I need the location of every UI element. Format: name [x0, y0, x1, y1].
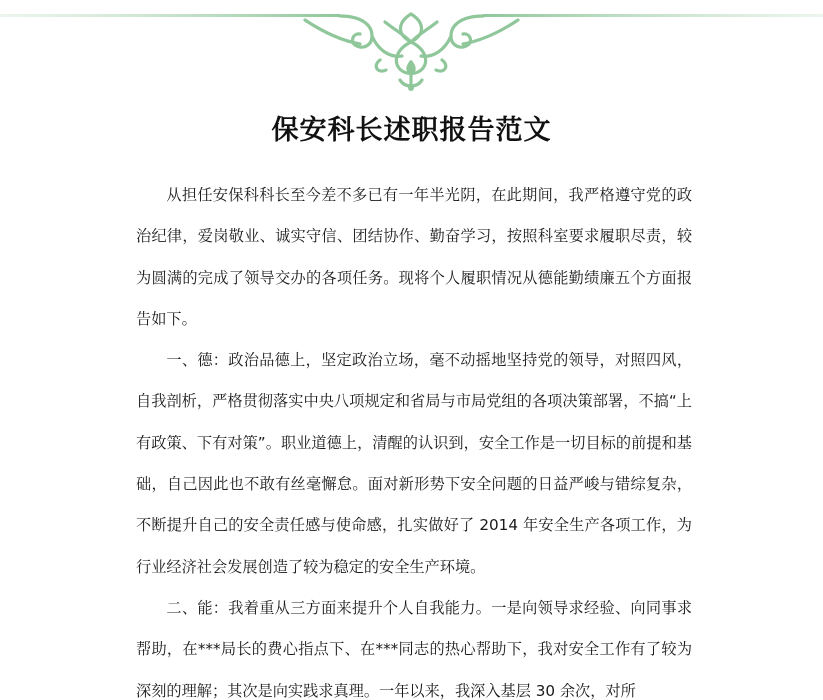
paragraph-intro: 从担任安保科科长至今差不多已有一年半光阴，在此期间，我严格遵守党的政治纪律，爱岗敬业、诚实守信、团结协作、勤奋学习，按照科室要求履职尽责，较为圆满的完成了领导交办的各项任务。现将个人履职情况从德能勤绩廉五个方面报告如下。	[136, 186, 692, 328]
document-body	[136, 175, 692, 700]
header-ornament-icon	[0, 0, 823, 95]
paragraph-neng: 二、能：我着重从三方面来提升个人自我能力。一是向领导求经验、向同事求帮助，在***局长的费心指点下、在***同志的热心帮助下，我对安全工作有了较为深刻的理解；其次是向实践求真理。一年以来，我深入基层 30 余次，对所	[136, 598, 692, 700]
document-title: 保安科长述职报告范文	[271, 115, 552, 146]
paragraph-de: 一、德：政治品德上，坚定政治立场，毫不动摇地坚持党的领导，对照四风，自我剖析，严格贯彻落实中央八项规定和省局与市局党组的各项决策部署，不搞“上有政策、下有对策”。职业道德上，清醒的认识到，安全工作是一切目标的前提和基础，自己因此也不敢有丝毫懈怠。面对新形势下安全问题的日益严峻与错综复杂，不断提升自己的安全责任感与使命感，扎实做好了 2014 年安全生产各项工作，为行业经济社会发展创造了较为稳定的安全生产环境。	[136, 351, 692, 576]
